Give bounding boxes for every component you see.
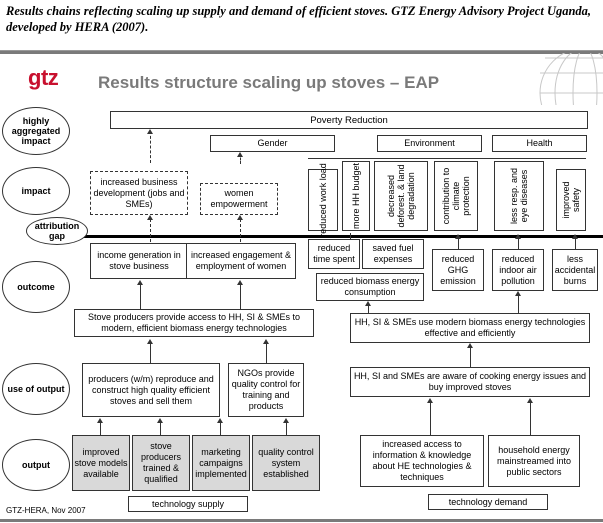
level-output: output: [2, 439, 70, 491]
top-connector: [308, 158, 586, 159]
women-engagement-box: increased engagement & employment of women: [186, 243, 296, 279]
respiratory-disease-box: [494, 161, 544, 231]
household-budget-label: more HH budget: [351, 162, 361, 230]
arrow-line: [220, 421, 221, 435]
poverty-reduction-box: Poverty Reduction: [110, 111, 588, 129]
technology-demand-box: technology demand: [428, 494, 548, 510]
deforestation-label: decreased deforest. & land degradation: [386, 164, 416, 228]
arrow-line: [150, 341, 151, 363]
technology-supply-box: technology supply: [128, 496, 248, 512]
arrow-line: [150, 131, 151, 163]
quality-control-system-box: quality control system established: [252, 435, 320, 491]
mainstreaming-box: household energy mainstreamed into public sectors: [488, 435, 580, 487]
arrow-head: [147, 215, 153, 220]
producers-trained-box: stove producers trained & qualified: [132, 435, 190, 491]
improved-safety-label: improved safety: [561, 181, 581, 219]
globe-icon: [525, 53, 603, 105]
environment-box: Environment: [377, 135, 482, 152]
gtz-logo: gtz: [28, 65, 59, 90]
improved-safety-box: [556, 169, 586, 231]
deforestation-box: [374, 161, 428, 231]
arrow-head: [237, 215, 243, 220]
producers-reproduce-box: producers (w/m) reproduce and construct high quality efficient stoves and sell them: [82, 363, 220, 417]
arrow-head: [147, 129, 153, 134]
biomass-consumption-box: reduced biomass energy consumption: [316, 273, 424, 301]
respiratory-disease-label: less resp. and eye diseases: [509, 167, 529, 225]
arrow-head: [147, 339, 153, 344]
arrow-head: [515, 234, 521, 239]
arrow-head: [427, 398, 433, 403]
arrow-head: [365, 301, 371, 306]
level-outcome: outcome: [2, 261, 70, 313]
ngo-quality-control-box: NGOs provide quality control for training and products: [228, 363, 304, 417]
reduced-workload-label: reduced work load: [318, 163, 328, 237]
figure-caption: Results chains reflecting scaling up supply and demand of efficient stoves. GTZ Energy Advisory Project Uganda, developed by HERA (2007).: [6, 4, 592, 34]
arrow-head: [137, 280, 143, 285]
arrow-head: [237, 152, 243, 157]
time-spent-box: reduced time spent: [308, 239, 360, 269]
arrow-line: [286, 421, 287, 435]
arrow-head: [283, 418, 289, 423]
arrow-head: [263, 339, 269, 344]
indoor-pollution-box: reduced indoor air pollution: [492, 249, 544, 291]
marketing-campaigns-box: marketing campaigns implemented: [192, 435, 250, 491]
arrow-head: [572, 234, 578, 239]
stove-models-box: improved stove models available: [72, 435, 130, 491]
level-attribution-gap: attribution gap: [26, 217, 88, 245]
arrow-head: [157, 418, 163, 423]
arrow-line: [430, 401, 431, 435]
arrow-line: [140, 283, 141, 309]
information-access-box: increased access to information & knowledge about HE technologies & techniques: [360, 435, 484, 487]
arrow-head: [467, 343, 473, 348]
climate-protection-box: [434, 161, 478, 231]
ghg-emission-box: reduced GHG emission: [432, 249, 484, 291]
top-bar: [0, 51, 603, 54]
slide-title: Results structure scaling up stoves – EAP: [98, 73, 440, 92]
arrow-head: [237, 280, 243, 285]
arrow-line: [100, 421, 101, 435]
income-generation-box: income generation in stove business: [90, 243, 188, 279]
arrow-head: [515, 291, 521, 296]
arrow-line: [266, 341, 267, 363]
arrow-head: [527, 398, 533, 403]
fuel-expenses-box: saved fuel expenses: [362, 239, 424, 269]
health-box: Health: [492, 135, 587, 152]
households-use-box: HH, SI & SMEs use modern biomass energy technologies effective and efficiently: [350, 313, 590, 343]
arrow-head: [455, 234, 461, 239]
credit-text: GTZ-HERA, Nov 2007: [6, 506, 86, 515]
accidental-burns-box: less accidental burns: [552, 249, 598, 291]
women-empowerment-box: women empowerment: [200, 183, 278, 215]
arrow-head: [217, 418, 223, 423]
business-development-box: increased business development (jobs and SMEs): [90, 171, 188, 215]
arrow-line: [350, 233, 351, 239]
reduced-workload-box: [308, 163, 338, 237]
arrow-line: [240, 283, 241, 309]
arrow-head: [97, 418, 103, 423]
diagram-slide: [0, 50, 603, 523]
gender-box: Gender: [210, 135, 335, 152]
producers-access-box: Stove producers provide access to HH, SI & SMEs to modern, efficient biomass energy technologies: [74, 309, 314, 337]
arrow-line: [160, 421, 161, 435]
level-impact: impact: [2, 167, 70, 215]
arrow-line: [518, 293, 519, 313]
awareness-box: HH, SI and SMEs are aware of cooking energy issues and buy improved stoves: [350, 367, 590, 397]
arrow-line: [530, 401, 531, 435]
level-use-of-output: use of output: [2, 363, 70, 415]
level-highly-aggregated: highly aggregated impact: [2, 107, 70, 155]
arrow-line: [470, 345, 471, 367]
household-budget-box: [342, 161, 370, 231]
climate-protection-label: contribution to climate protection: [441, 167, 471, 225]
